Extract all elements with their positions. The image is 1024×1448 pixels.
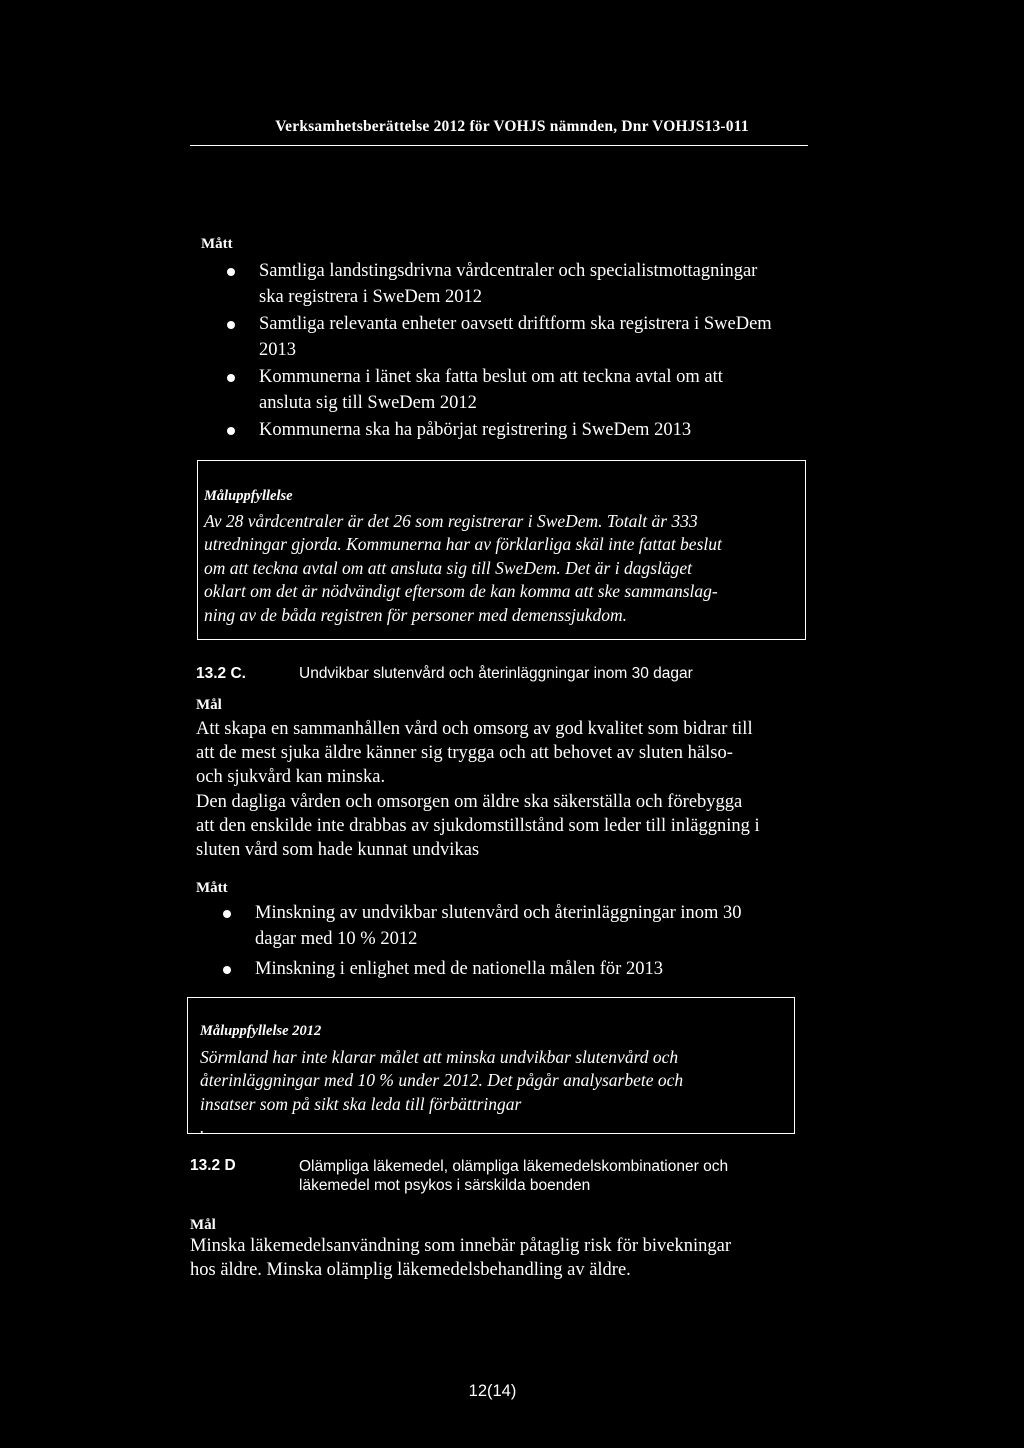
box-title: Måluppfyllelse	[204, 488, 293, 504]
bullet-icon	[227, 374, 235, 382]
paragraph-line: att den enskilde inte drabbas av sjukdomstillstånd som leder till inläggning i	[196, 815, 760, 836]
page-header: Verksamhetsberättelse 2012 för VOHJS nämnden, Dnr VOHJS13-011	[275, 118, 749, 135]
matt-label: Mått	[196, 880, 228, 896]
box-text-line: utredningar gjorda. Kommunerna har av förklarliga skäl inte fattat beslut	[204, 534, 722, 554]
list-item	[259, 417, 819, 443]
bullet-icon	[227, 321, 235, 329]
bullet-icon	[223, 910, 231, 918]
box-text-line: oklart om det är nödvändigt eftersom de kan komma att ske sammanslag-	[204, 581, 718, 601]
mal-label: Mål	[196, 697, 222, 713]
bullet-text: Samtliga landstingsdrivna vårdcentraler och specialistmottagningar	[259, 261, 758, 281]
bullet-icon	[227, 427, 235, 435]
paragraph-line: Att skapa en sammanhållen vård och omsorg av god kvalitet som bidrar till	[196, 719, 753, 739]
page-number: 12(14)	[468, 1382, 517, 1400]
section-heading: Undvikbar slutenvård och återinläggningar inom 30 dagar	[299, 665, 693, 682]
box-text-line: återinläggningar med 10 % under 2012. Det pågår analysarbete och	[200, 1070, 684, 1090]
paragraph-line: och sjukvård kan minska.	[196, 767, 386, 788]
goal-fulfillment-box	[187, 997, 795, 1137]
matt-label: Mått	[201, 236, 233, 252]
box-text-line: Av 28 vårdcentraler är det 26 som registrerar i SweDem. Totalt är 333	[204, 510, 698, 531]
heading-line: Olämpliga läkemedel, olämpliga läkemedelskombinationer och	[299, 1158, 729, 1175]
box-text-line: om att teckna avtal om att ansluta sig till SweDem. Det är i dagsläget	[204, 557, 693, 578]
list-item	[259, 311, 819, 363]
bullet-text: Minskning av undvikbar slutenvård och återinläggningar inom 30	[255, 903, 742, 923]
list-item	[255, 900, 815, 952]
bullet-text: 2013	[259, 340, 296, 360]
matt-bullet-list	[259, 258, 819, 443]
goal-fulfillment-box	[197, 460, 806, 640]
heading-line: läkemedel mot psykos i särskilda boenden	[299, 1177, 591, 1194]
matt-bullet-list	[255, 900, 815, 982]
bullet-text: dagar med 10 % 2012	[255, 929, 418, 949]
paragraph-line: hos äldre. Minska olämplig läkemedelsbehandling av äldre.	[190, 1260, 631, 1281]
mal-label: Mål	[190, 1217, 216, 1233]
bullet-text: Kommunerna i länet ska fatta beslut om att teckna avtal om att	[259, 367, 723, 387]
paragraph-line: att de mest sjuka äldre känner sig trygga och att behovet av sluten hälso-	[196, 743, 733, 764]
paragraph-line: Den dagliga vården och omsorgen om äldre ska säkerställa och förebygga	[196, 791, 743, 812]
section-number: 13.2 D	[190, 1157, 236, 1174]
box-text-line: .	[200, 1117, 205, 1137]
bullet-text: Kommunerna ska ha påbörjat registrering i SweDem 2013	[259, 420, 692, 440]
bullet-text: Samtliga relevanta enheter oavsett driftform ska registrera i SweDem	[259, 314, 772, 334]
list-item	[259, 364, 819, 416]
list-item	[255, 956, 815, 982]
box-text-line: insatser som på sikt ska leda till förbättringar	[200, 1093, 522, 1114]
bullet-text: ansluta sig till SweDem 2012	[259, 393, 477, 413]
paragraph-line: sluten vård som hade kunnat undvikas	[196, 840, 480, 861]
bullet-icon	[227, 268, 235, 276]
bullet-text: ska registrera i SweDem 2012	[259, 287, 482, 307]
paragraph-line: Minska läkemedelsanvändning som innebär påtaglig risk för bivekningar	[190, 1236, 731, 1256]
bullet-icon	[223, 966, 231, 974]
mal-text	[190, 1234, 830, 1282]
box-text-line: ning av de båda registren för personer med demenssjukdom.	[204, 604, 628, 625]
mal-text	[196, 717, 816, 862]
list-item	[259, 258, 819, 310]
bullet-text: Minskning i enlighet med de nationella målen för 2013	[255, 959, 663, 979]
header-divider	[190, 145, 808, 146]
box-title: Måluppfyllelse 2012	[200, 1023, 322, 1039]
section-number: 13.2 C.	[196, 665, 246, 682]
box-text-line: Sörmland har inte klarar målet att minska undvikbar slutenvård och	[200, 1046, 679, 1067]
section-heading	[299, 1157, 728, 1195]
